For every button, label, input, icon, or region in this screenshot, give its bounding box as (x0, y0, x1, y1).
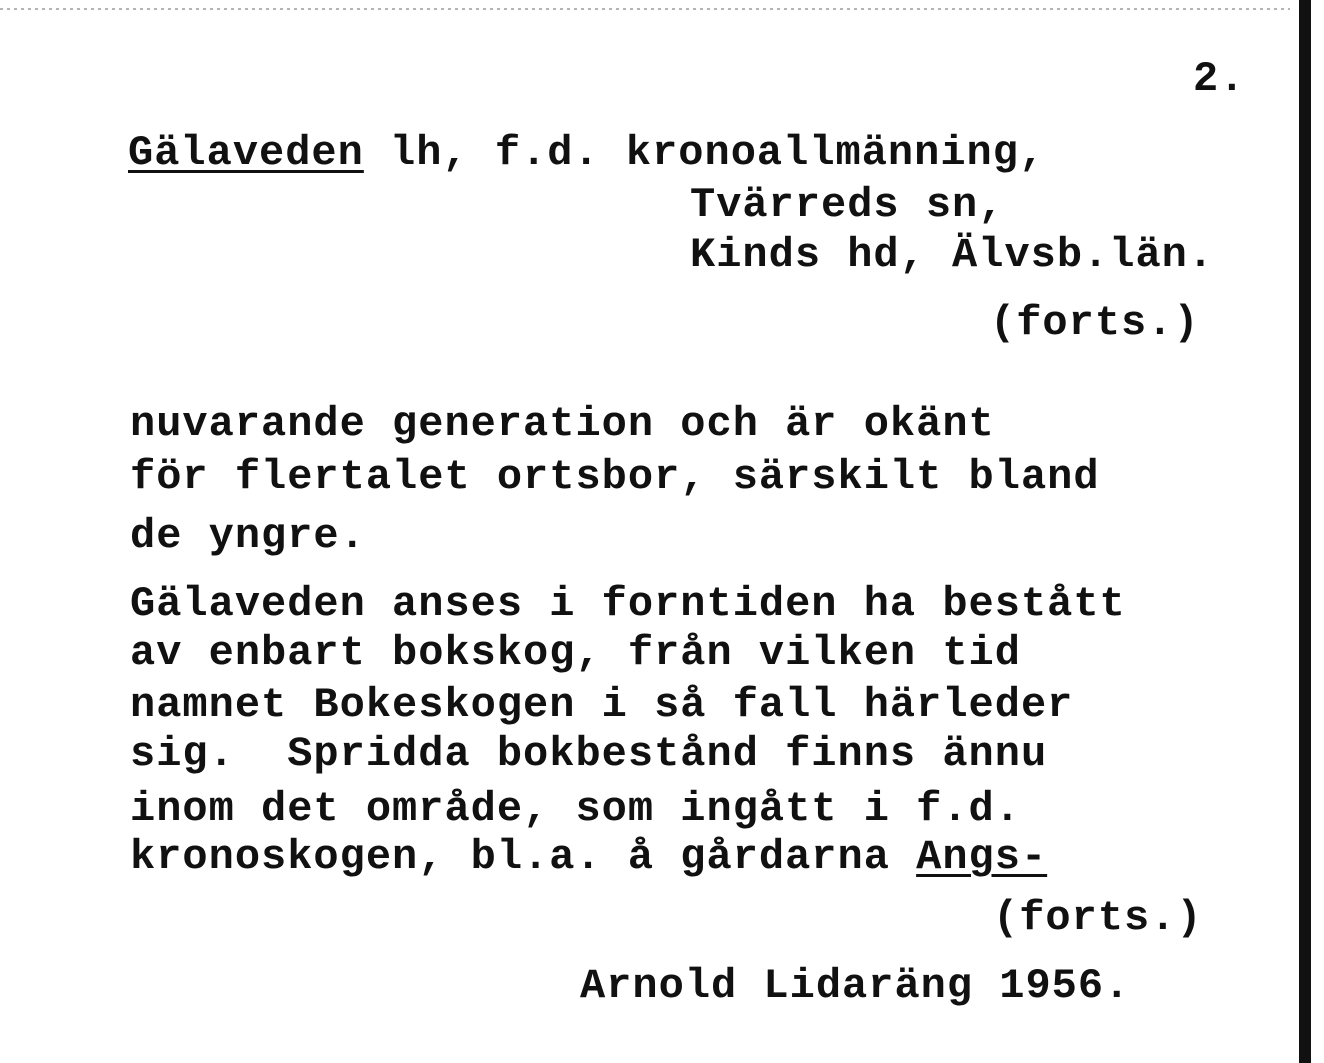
paragraph1-line: för flertalet ortsbor, särskilt bland (130, 453, 1100, 501)
card-top-edge (0, 8, 1290, 10)
signature: Arnold Lidaräng 1956. (580, 962, 1131, 1010)
forts-bottom: (forts.) (993, 894, 1203, 942)
header-line-1 (128, 129, 1046, 177)
forts-top: (forts.) (990, 299, 1200, 347)
paragraph2-last-prefix: kronoskogen, bl.a. å gårdarna (130, 833, 917, 881)
paragraph1-line: de yngre. (130, 512, 366, 560)
underlined-farm-name: Angs- (916, 833, 1048, 881)
card-right-edge (1299, 0, 1311, 1063)
header-line-1-rest: lh, f.d. kronoallmänning, (363, 129, 1046, 177)
paragraph2-line: av enbart bokskog, från vilken tid (130, 629, 1021, 677)
paragraph2-line: inom det område, som ingått i f.d. (130, 785, 1021, 833)
paragraph2-line: namnet Bokeskogen i så fall härleder (130, 681, 1074, 729)
paragraph1-line: nuvarande generation och är okänt (130, 400, 995, 448)
page-number: 2. (1193, 55, 1246, 103)
paragraph2-line: sig. Spridda bokbestånd finns ännu (130, 730, 1048, 778)
header-line-3: Kinds hd, Älvsb.län. (690, 231, 1215, 279)
paragraph2-line-last (130, 833, 1048, 881)
header-line-2: Tvärreds sn, (690, 181, 1005, 229)
place-name: Gälaveden (128, 129, 364, 177)
paragraph2-line: Gälaveden anses i forntiden ha bestått (130, 580, 1126, 628)
